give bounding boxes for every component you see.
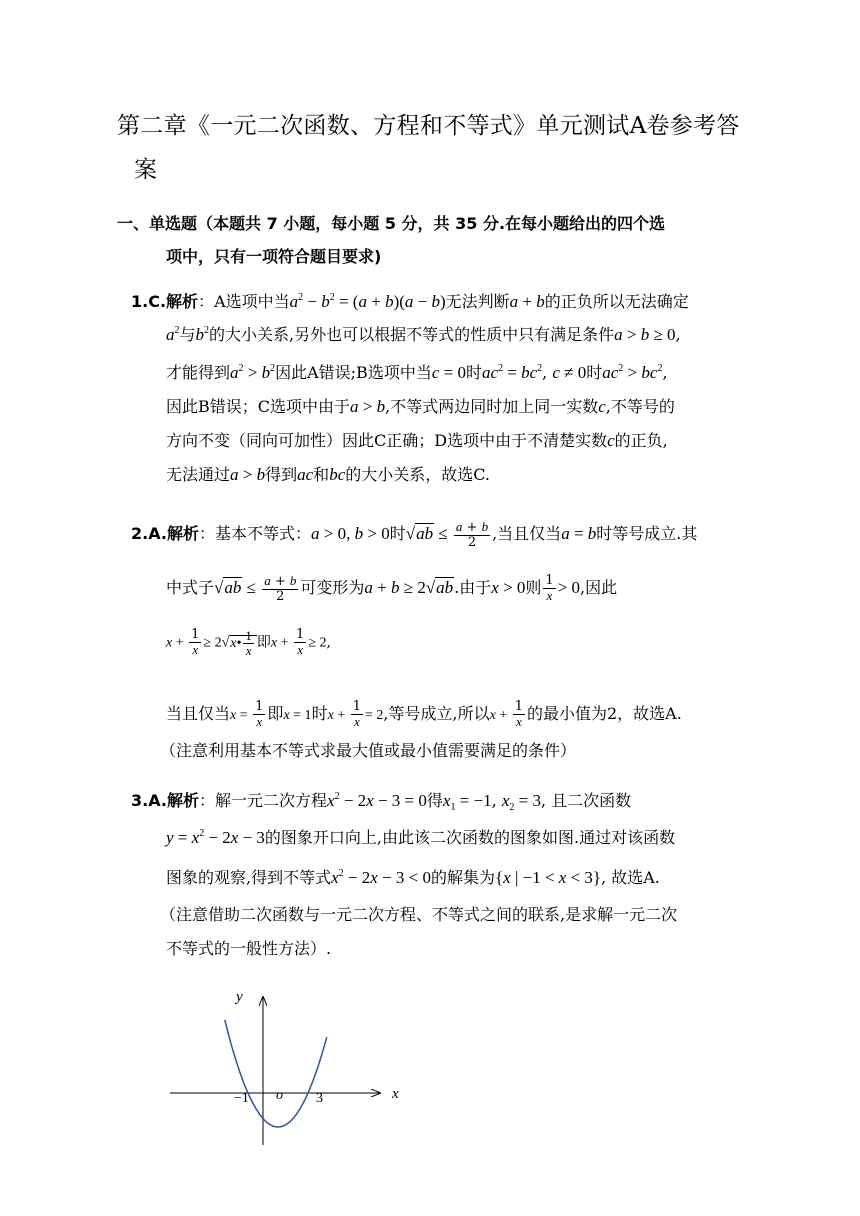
page-title-line1: 第二章《一元二次函数、方程和不等式》单元测试A卷参考答 — [117, 113, 740, 139]
q1-line2: $a^2$与$b^2$的大小关系,另外也可以根据不等式的性质中只有满足条件a > b ≥ 0, — [166, 325, 681, 344]
section-heading-line2: 项中，只有一项符合题目要求) — [166, 247, 382, 266]
q2-note: （注意利用基本不等式求最大值或最小值需要满足的条件） — [160, 741, 577, 760]
tick-minus-one: −1 — [234, 1091, 249, 1106]
page-title-line2: 案 — [134, 157, 158, 183]
q3-line2: $y = x^2 - 2x - 3$的图象开口向上,由此该二次函数的图象如图.通过对该函数 — [166, 828, 676, 847]
x-axis-label: x — [392, 1086, 399, 1102]
math-expr: $a^2 - b^2 = (a + b)(a - b)$ — [289, 292, 446, 311]
y-axis-label: y — [236, 989, 243, 1005]
q3-note-line2: 不等式的一般性方法）. — [166, 939, 332, 958]
q2-line4: 当且仅当x = $\frac{1}{x}$ 即x = 1时x + $\frac{1}{x}$ = 2,等号成立,所以x + $\frac{1}{x}$ 的最小值为2，故选A. — [166, 699, 682, 729]
q2-line1: 2.A.解析：基本不等式：a > 0, b > 0时√ab ≤ $\frac{a + b}{2}$ ,当且仅当a = b时等号成立.其 — [131, 519, 698, 550]
tick-three: 3 — [316, 1091, 323, 1106]
section-heading-line1: 一、单选题（本题共 7 小题，每小题 5 分，共 35 分.在每小题给出的四个选 — [117, 214, 666, 233]
q3-label: 3.A.解析 — [131, 791, 199, 810]
q3-line1: 3.A.解析：解一元二次方程$x^2 - 2x - 3 = 0$得$x_1 = -1$, $x_2 = 3$, 且二次函数 — [131, 791, 632, 813]
q1-line3: 才能得到$a^2 > b^2$因此A错误;B选项中当c = 0时$ac^2 = bc^2$, c ≠ 0时$ac^2 > bc^2$, — [166, 363, 668, 382]
q3-note-line1: （注意借助二次函数与一元二次方程、不等式之间的联系,是求解一元二次 — [160, 905, 678, 924]
q2-label: 2.A.解析 — [131, 524, 199, 544]
parabola-curve — [225, 1020, 327, 1127]
q1-line1: 1.C.解析：A选项中当$a^2 - b^2 = (a + b)(a - b)$无法判断a + b的正负所以无法确定 — [131, 292, 689, 311]
q1-line6: 无法通过a > b得到ac和bc的大小关系，故选C. — [166, 465, 490, 484]
q1-label: 1.C.解析 — [131, 292, 199, 311]
origin-label: o — [276, 1088, 283, 1103]
q1-line4: 因此B错误；C选项中由于a > b,不等式两边同时加上同一实数c,不等号的 — [166, 397, 675, 416]
q1-line5: 方向不变（同向可加性）因此C正确；D选项中由于不清楚实数c的正负, — [166, 431, 668, 450]
q3-line3: 图象的观察,得到不等式$x^2 - 2x - 3 < 0$的解集为{x | −1 < x < 3}, 故选A. — [166, 868, 660, 887]
parabola-graph — [160, 985, 420, 1155]
q2-line2: 中式子√ab ≤ $\frac{a + b}{2}$ 可变形为a + b ≥ 2√ab.由于x > 0则 $\frac{1}{x}$ > 0,因此 — [166, 573, 618, 604]
q2-line3: x + $\frac{1}{x}$ ≥ 2√x• $\frac{1}{x}$ 即x + $\frac{1}{x}$ ≥ 2, — [166, 627, 331, 658]
